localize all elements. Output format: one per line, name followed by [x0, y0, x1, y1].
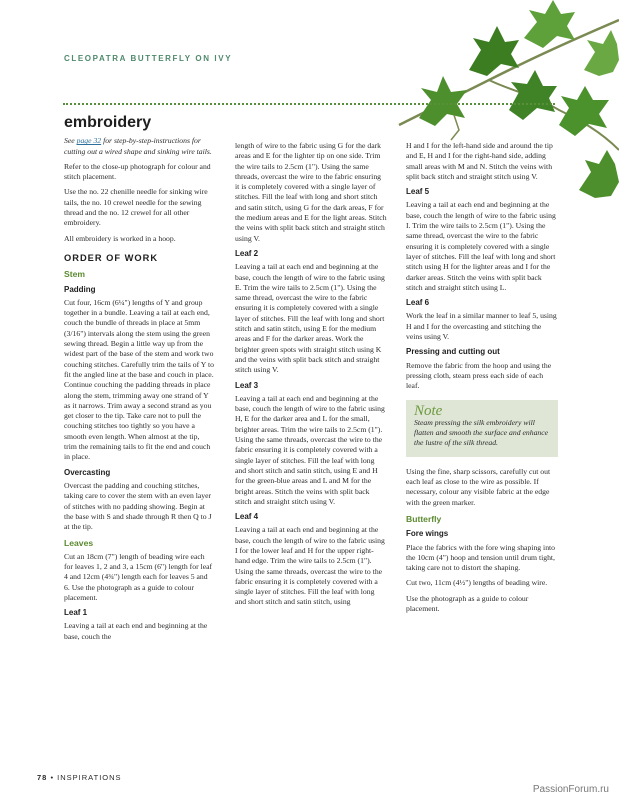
page-footer: [37, 773, 122, 782]
pressing-text: Remove the fabric from the hoop and using the pressing cloth, steam press each side of each leaf.: [406, 360, 552, 391]
overcasting-heading: Overcasting: [64, 467, 111, 477]
note-label: Note: [414, 402, 443, 419]
note-text: Steam pressing the silk embroidery will flatten and smooth the surface and enhance the lustre of the silk thread.: [414, 417, 549, 448]
leaf6-text: Work the leaf in a similar manner to leaf 5, using H and I for the overcasting and stitching the veins using V.: [406, 311, 557, 342]
padding-heading: Padding: [64, 284, 96, 294]
padding-text: Cut four, 16cm (6¼") lengths of Y and group together in a bundle. Leaving a tail at each end, couch the bundle of threads in place at 5mm (3/16") intervals along the stem using the green sewing thread. Begin a little way up from the widest part of the base of the stem and work two couching stitches. Carefully trim the tails of Y to fit the angled line at the base and couch in place. Continue couching the padding threads in place along the stem, trimming away one strand of Y as it narrows. Trim away a second strand as you get closer to the tip. Take care not to pull the couching stitches too tightly so you have a smooth even length. When almost at the tip, trim the remaining tails to fit the end and couch in place.: [64, 297, 214, 462]
cut-out-text: Using the fine, sharp scissors, carefully cut out each leaf as close to the wire as possible. If necessary, colour any visible fabric at the edge with the green marker.: [406, 466, 551, 507]
intro-paragraph: Refer to the close-up photograph for colour and stitch placement.: [64, 161, 211, 182]
leaf4-text-start: Leaving a tail at each end and beginning at the base, couch the length of wire to the fabric using I for the lower leaf and H for the upper right-hand edge. Trim the wire tails to 2.5cm (1"). Using the same threads, overcast the wire to the fabric ensuring it is completely covered with a single layer of stitches. Fill the leaf with long and short stitch and satin stitch, using: [235, 525, 385, 607]
section-title: embroidery: [64, 114, 152, 131]
footer-section: INSPIRATIONS: [57, 773, 122, 782]
photo-guide-text: Use the photograph as a guide to colour placement.: [406, 593, 529, 613]
leaves-intro: Cut an 18cm (7") length of beading wire each for leaves 1, 2 and 3, a 15cm (6") length for leaf 4 and 12cm (4¾") length each for leaves 5 and 6. Use the photograph as a guide to colour placement.: [64, 551, 213, 602]
column-2: [235, 141, 387, 613]
fore-wings-heading: Fore wings: [406, 529, 449, 539]
intro-instructions: See page 32 for step-by-step-instructions for cutting out a wired shape and sinking wire tails.: [64, 136, 212, 156]
page-link[interactable]: page 32: [76, 136, 102, 146]
leaf1-text-start: Leaving a tail at each end and beginning at the base, couch the: [64, 621, 208, 641]
beading-wire-text: Cut two, 11cm (4½") lengths of beading wire.: [406, 578, 548, 588]
leaves-heading: Leaves: [64, 538, 94, 549]
leaf1-heading: Leaf 1: [64, 608, 88, 618]
section-divider: [63, 103, 555, 105]
leaf2-text: Leaving a tail at each end and beginning at the base, couch the length of wire to the fabric using E. Trim the wire tails to 2.5cm (1"). Using the same thread, overcast the wire to the fabric ensuring it is completely covered with a single layer of stitches. Fill the leaf with long and short stitch and satin stitch, using E for the medium areas and F for the darker areas. Work the brighter green spots with straight stitch using K and the veins with split back stitch and straight stitch using V.: [235, 262, 385, 375]
column-3: [406, 141, 558, 619]
fore-wings-text: Place the fabrics with the fore wing shaping into the 10cm (4") hoop and tension until drum tight, taking care not to distort the shaping.: [406, 542, 556, 573]
leaf3-text: Leaving a tail at each end and beginning at the base, couch the length of wire to the fabric using H, E for the darker area and L for the small, brighter areas. Trim the wire tails to 2.5cm (1"). Using the same threads, overcast the wire to the fabric ensuring it is completely covered with a single layer of stitches. Fill the leaf with long and short stitch and satin stitch, using E and H for the green-blue areas and L and M for the bright areas. Stitch the veins with split back stitch and straight stitch using V.: [235, 393, 385, 506]
intro-paragraph: Use the no. 22 chenille needle for sinking wire tails, the no. 10 crewel needle for the sewing thread and the no. 12 crewel for all other embroidery.: [64, 187, 208, 228]
leaf1-text-cont: length of wire to the fabric using G for the dark areas and E for the lighter tip on one side. Trim the wire tails to 2.5cm (1"). Using the same threads, overcast the wire to the fabric ensuring it is completely covered with a single layer of stitches. Fill the leaf with long and short stitch and satin stitch, using G for the dark areas, F for the medium areas and E for the light areas. Stitch the veins with split back stitch and straight stitch using V.: [235, 141, 387, 243]
overcasting-text: Overcast the padding and couching stitches, taking care to cover the stem with an even layer of stitches with no padding showing. Begin at the base with S and shade through R then Q to J at the tip.: [64, 480, 212, 532]
leaf6-heading: Leaf 6: [406, 298, 430, 308]
note-box: [406, 400, 558, 457]
intro-paragraph: All embroidery is worked in a hoop.: [64, 233, 176, 243]
order-of-work-heading: ORDER OF WORK: [64, 252, 159, 263]
stem-heading: Stem: [64, 269, 86, 280]
leaf4-text-cont: H and I for the left-hand side and around the tip and E, H and I for the right-hand side, adding small areas with M and N. Stitch the veins with split back stitch and straight stitch using V.: [406, 141, 553, 181]
leaf2-heading: Leaf 2: [235, 248, 259, 258]
leaf5-heading: Leaf 5: [406, 187, 430, 197]
footer-separator: •: [50, 773, 55, 782]
leaf4-heading: Leaf 4: [235, 512, 259, 522]
butterfly-heading: Butterfly: [406, 513, 442, 524]
leaf3-heading: Leaf 3: [235, 380, 259, 390]
leaf5-text: Leaving a tail at each end and beginning at the base, couch the length of wire to the fabric using I. Trim the wire tails to 2.5cm (1"). Using the same thread, overcast the wire to the fabric ensuring it is completely covered with a single layer of stitches. Fill the leaf with long and short stitch using H for the lighter areas and I for the darker areas. Stitch the veins with split back stitch and straight stitch using L.: [406, 200, 556, 292]
watermark: PassionForum.ru: [532, 784, 609, 795]
column-1: [64, 114, 214, 647]
pressing-heading: Pressing and cutting out: [406, 347, 500, 357]
page-number: 78: [37, 773, 48, 782]
project-title: CLEOPATRA BUTTERFLY ON IVY: [64, 54, 233, 63]
